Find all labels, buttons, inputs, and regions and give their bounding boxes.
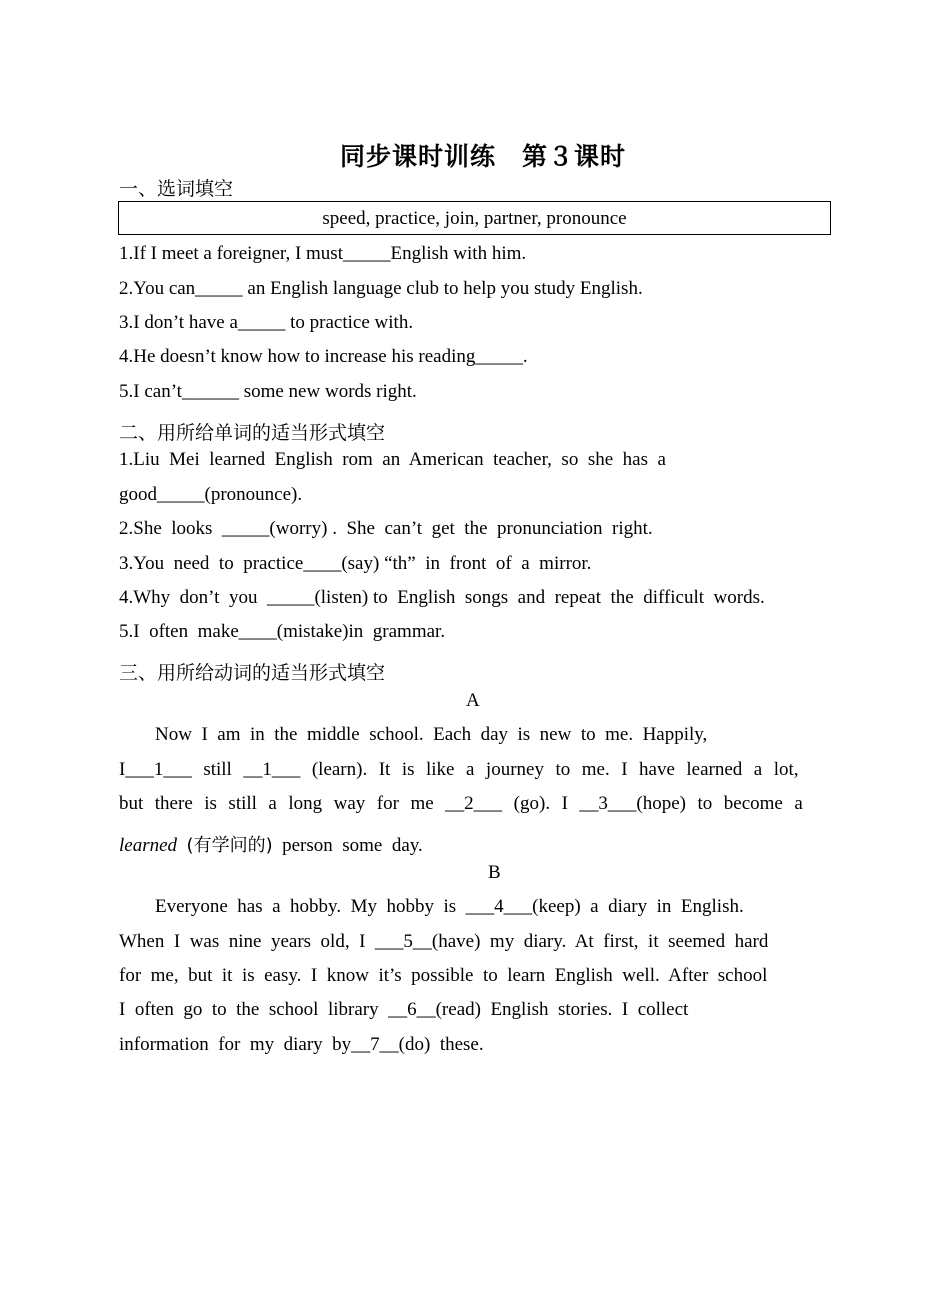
page-title: 同步课时训练 第３课时: [339, 142, 626, 171]
s2-item-2: 2.She looks _____(worry) . She can’t get the pronunciation right.: [119, 518, 653, 539]
passage-a-label: A: [466, 690, 480, 711]
passage-a-line4: [119, 831, 423, 857]
passage-b-line4: I often go to the school library __6__(read) English stories. I collect: [119, 999, 689, 1020]
section2-heading: 二、用所给单词的适当形式填空: [119, 422, 386, 444]
passage-a-italic-word: learned: [119, 835, 178, 856]
passage-a-line1: Now I am in the middle school. Each day is new to me. Happily,: [155, 724, 708, 745]
passage-b-line2: When I was nine years old, I ___5__(have) my diary. At first, it seemed hard: [119, 931, 769, 952]
passage-a-line3: but there is still a long way for me __2___ (go). I __3___(hope) to become a: [119, 793, 803, 814]
s2-item-1-line2: good_____(pronounce).: [119, 484, 303, 505]
s2-item-5: 5.I often make____(mistake)in grammar.: [119, 621, 446, 642]
passage-a-line4-rest: person some day.: [282, 835, 423, 856]
s1-item-2: 2.You can_____ an English language club to help you study English.: [119, 278, 643, 299]
s2-item-1-line1: 1.Liu Mei learned English rom an American teacher, so she has a: [119, 449, 666, 470]
s1-item-3: 3.I don’t have a_____ to practice with.: [119, 312, 414, 333]
passage-b-line5: information for my diary by__7__(do) these.: [119, 1034, 484, 1055]
passage-a-chinese-gloss: (有学问的): [186, 835, 273, 856]
passage-b-line1: Everyone has a hobby. My hobby is ___4___(keep) a diary in English.: [155, 896, 744, 917]
section1-heading: 一、选词填空: [119, 178, 234, 200]
section3-heading: 三、用所给动词的适当形式填空: [119, 662, 386, 684]
s1-item-5: 5.I can’t______ some new words right.: [119, 381, 417, 402]
s1-item-1: 1.If I meet a foreigner, I must_____English with him.: [119, 243, 527, 264]
word-bank-box: speed, practice, join, partner, pronounce: [118, 201, 831, 235]
passage-b-line3: for me, but it is easy. I know it’s possible to learn English well. After school: [119, 965, 768, 986]
s2-item-4: 4.Why don’t you _____(listen) to English songs and repeat the difficult words.: [119, 587, 765, 608]
s2-item-3: 3.You need to practice____(say) “th” in front of a mirror.: [119, 553, 592, 574]
passage-a-line2: I___1___ still __1___ (learn). It is like a journey to me. I have learned a lot,: [119, 759, 799, 780]
passage-b-label: B: [488, 862, 501, 883]
s1-item-4: 4.He doesn’t know how to increase his reading_____.: [119, 346, 528, 367]
